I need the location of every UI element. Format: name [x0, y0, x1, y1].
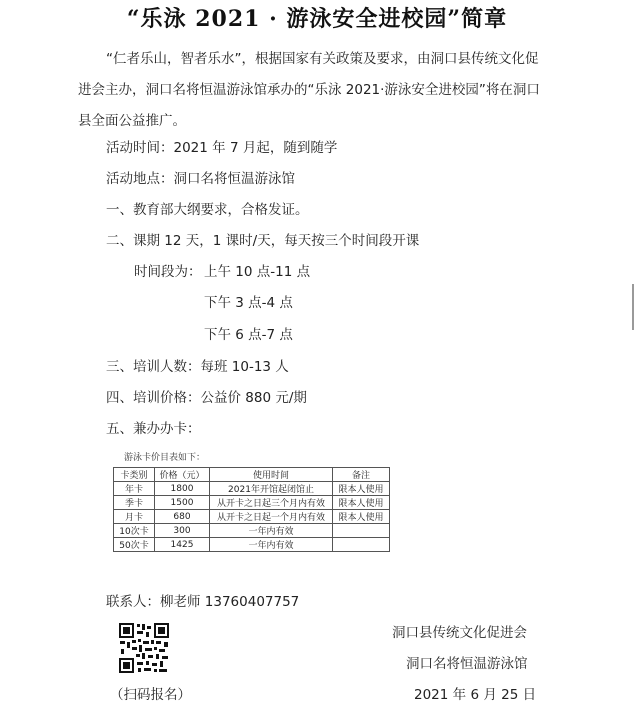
table-cell: 680 — [155, 510, 210, 524]
table-header: 使用时间 — [210, 468, 333, 482]
table-cell: 年卡 — [114, 482, 155, 496]
table-row — [114, 482, 390, 496]
table-cell — [333, 538, 390, 552]
table-cell: 限本人使用 — [333, 482, 390, 496]
table-header: 价格（元） — [155, 468, 210, 482]
table-cell: 从开卡之日起一个月内有效 — [210, 510, 333, 524]
table-cell: 季卡 — [114, 496, 155, 510]
contact-line: 联系人：柳老师 13760407757 — [106, 594, 300, 610]
table-cell: 1800 — [155, 482, 210, 496]
item-3: 三、培训人数：每班 10-13 人 — [106, 359, 289, 375]
qr-code-icon[interactable] — [118, 622, 170, 674]
activity-place: 活动地点：洞口名将恒温游泳馆 — [106, 171, 295, 187]
table-row — [114, 524, 390, 538]
table-row — [114, 510, 390, 524]
time-slot-3: 下午 6 点-7 点 — [204, 327, 293, 343]
intro-paragraph: “仁者乐山，智者乐水”，根据国家有关政策及要求，由洞口县传统文化促进会主办，洞口名将恒温游泳馆承办的“乐泳 2021·游泳安全进校园”将在洞口县全面公益推广。 — [78, 51, 540, 129]
item-4: 四、培训价格：公益价 880 元/期 — [106, 390, 307, 406]
table-cell: 限本人使用 — [333, 510, 390, 524]
scan-note: （扫码报名） — [110, 687, 191, 703]
table-cell: 2021年开馆起闭馆止 — [210, 482, 333, 496]
item-5: 五、兼办办卡： — [106, 421, 201, 437]
document-title: “乐泳 2021 · 游泳安全进校园”简章 — [126, 6, 508, 32]
table-cell: 限本人使用 — [333, 496, 390, 510]
table-cell: 1500 — [155, 496, 210, 510]
table-row — [114, 538, 390, 552]
table-header: 备注 — [333, 468, 390, 482]
card-price-table — [113, 467, 390, 552]
table-cell: 从开卡之日起三个月内有效 — [210, 496, 333, 510]
table-cell: 一年内有效 — [210, 524, 333, 538]
time-slot-2: 下午 3 点-4 点 — [204, 295, 293, 311]
table-cell: 1425 — [155, 538, 210, 552]
item-2: 二、课期 12 天，1 课时/天，每天按三个时间段开课 — [106, 233, 420, 249]
table-cell: 10次卡 — [114, 524, 155, 538]
table-cell — [333, 524, 390, 538]
table-row — [114, 496, 390, 510]
document-date: 2021 年 6 月 25 日 — [414, 687, 537, 703]
table-cell: 300 — [155, 524, 210, 538]
activity-time: 活动时间：2021 年 7 月起，随到随学 — [106, 140, 338, 156]
organizer-name: 洞口县传统文化促进会 — [392, 625, 527, 641]
time-slot-1: 上午 10 点-11 点 — [204, 264, 311, 280]
table-cell: 月卡 — [114, 510, 155, 524]
table-header-row — [114, 468, 390, 482]
time-slots-label: 时间段为： — [134, 264, 202, 280]
table-cell: 50次卡 — [114, 538, 155, 552]
card-table-caption: 游泳卡价目表如下： — [124, 453, 206, 463]
item-1: 一、教育部大纲要求，合格发证。 — [106, 202, 309, 218]
table-header: 卡类别 — [114, 468, 155, 482]
table-cell: 一年内有效 — [210, 538, 333, 552]
host-name: 洞口名将恒温游泳馆 — [406, 656, 528, 672]
